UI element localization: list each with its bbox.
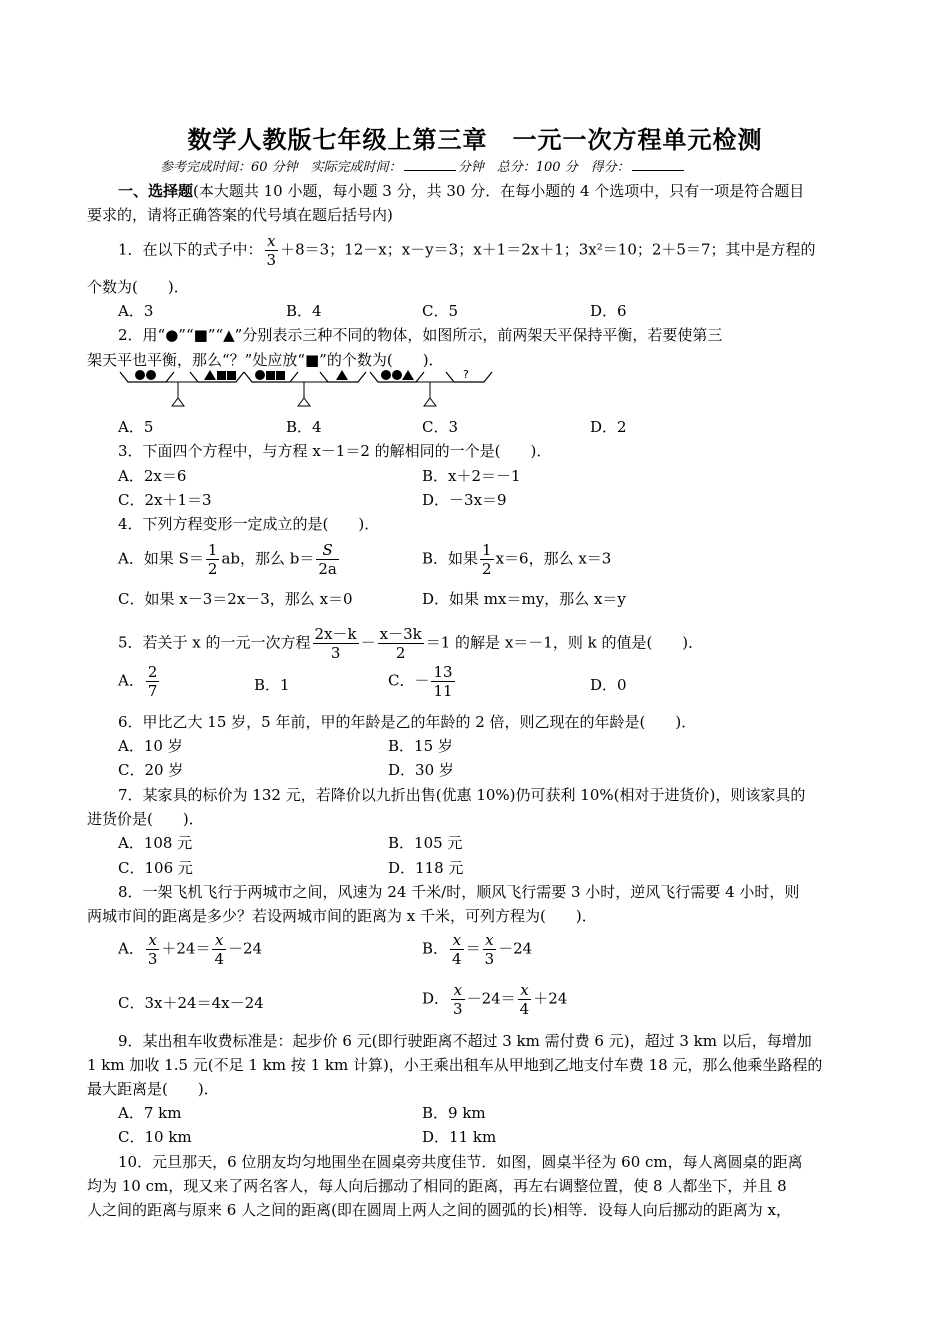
q5-a-den: 7 bbox=[147, 682, 158, 700]
q8-d-fraction-1 bbox=[451, 981, 465, 1018]
q9-option-b[interactable]: B．9 km bbox=[422, 1104, 486, 1122]
q8-option-b[interactable] bbox=[422, 931, 532, 968]
section1-text-a: (本大题共 10 小题，每小题 3 分，共 30 分．在每小题的 4 个选项中，只有一项是符合题目 bbox=[193, 182, 805, 200]
q4-b-fraction bbox=[480, 541, 494, 578]
square-icon bbox=[276, 371, 285, 380]
square-icon bbox=[266, 371, 275, 380]
q7-option-c[interactable]: C．106 元 bbox=[118, 859, 193, 877]
q9-option-d[interactable]: D．11 km bbox=[422, 1128, 497, 1146]
q5-option-d[interactable]: D．0 bbox=[590, 676, 627, 694]
q4-a-pre: A．如果 S＝ bbox=[118, 549, 204, 568]
q4-option-d[interactable]: D．如果 mx＝my，那么 x＝y bbox=[422, 590, 626, 608]
q3-option-c[interactable]: C．2x＋1＝3 bbox=[118, 491, 212, 509]
q5-a-label: A． bbox=[118, 671, 144, 690]
q1-frac-den: 3 bbox=[266, 251, 277, 269]
q5-fraction-1 bbox=[313, 625, 359, 662]
q8-d-f1-den: 3 bbox=[453, 1000, 463, 1018]
q8-a-post: －24 bbox=[228, 939, 263, 958]
square-icon bbox=[227, 371, 236, 380]
q5-f1-den: 3 bbox=[330, 644, 341, 662]
q8-d-f1-num: x bbox=[451, 981, 465, 1000]
q1-option-b[interactable]: B．4 bbox=[286, 302, 322, 320]
q2-option-d[interactable]: D．2 bbox=[590, 418, 627, 436]
q5-post: ＝1 的解是 x＝－1，则 k 的值是( )． bbox=[425, 633, 704, 652]
section1-instruction bbox=[118, 181, 804, 201]
q8-line2: 两城市间的距离是多少？若设两城市间的距离为 x 千米，可列方程为( )． bbox=[87, 907, 597, 925]
score-blank[interactable] bbox=[632, 158, 684, 171]
q5-a-fraction bbox=[146, 663, 160, 700]
q5-option-c[interactable] bbox=[388, 663, 457, 700]
q4-line1: 4．下列方程变形一定成立的是( )． bbox=[118, 515, 380, 533]
balance-scales-figure bbox=[118, 366, 498, 412]
fulcrum-icon bbox=[424, 398, 436, 406]
q5-c-label: C．－ bbox=[388, 671, 430, 690]
q6-option-c[interactable]: C．20 岁 bbox=[118, 761, 184, 779]
q8-d-f2-den: 4 bbox=[519, 1000, 530, 1018]
q9-option-c[interactable]: C．10 km bbox=[118, 1128, 192, 1146]
q2-option-c[interactable]: C．3 bbox=[422, 418, 459, 436]
q5-a-num: 2 bbox=[147, 663, 158, 681]
circle-icon bbox=[392, 370, 402, 380]
q1-line2: 个数为( )． bbox=[87, 278, 189, 296]
q9-line2: 1 km 加收 1.5 元(不足 1 km 按 1 km 计算)，小王乘出租车从甲地到乙地支付车费 18 元，那么他乘坐路程的 bbox=[87, 1056, 823, 1074]
q1-fraction bbox=[265, 232, 279, 269]
subtitle-part2: 分钟 总分：100 分 得分： bbox=[457, 160, 630, 175]
q8-d-post: ＋24 bbox=[533, 989, 568, 1008]
triangle-icon bbox=[336, 370, 348, 380]
q4-a-f1-den: 2 bbox=[207, 560, 218, 578]
q8-d-label: D． bbox=[422, 989, 450, 1008]
q4-b-post: x＝6，那么 x＝3 bbox=[495, 549, 612, 568]
q8-a-mid: ＋24＝ bbox=[161, 939, 211, 958]
circle-icon bbox=[381, 370, 391, 380]
q5-c-den: 11 bbox=[433, 682, 453, 700]
q8-d-f2-num: x bbox=[518, 981, 532, 1000]
section1-head: 一、选择题 bbox=[118, 182, 194, 200]
q5-c-fraction bbox=[431, 663, 454, 700]
q9-option-a[interactable]: A．7 km bbox=[118, 1104, 182, 1122]
q8-b-f2-den: 3 bbox=[484, 950, 495, 968]
q5-f1-num: 2x－k bbox=[314, 625, 357, 643]
q8-a-f2-den: 4 bbox=[214, 950, 225, 968]
triangle-icon bbox=[402, 370, 414, 380]
q10-line1: 10．元旦那天，6 位朋友均匀地围坐在圆桌旁共度佳节．如图，圆桌半径为 60 cm，每人离圆桌的距离 bbox=[118, 1153, 803, 1171]
q8-a-label: A． bbox=[118, 939, 144, 958]
q4-a-fraction-2 bbox=[316, 541, 339, 578]
q7-option-d[interactable]: D．118 元 bbox=[388, 859, 464, 877]
q8-option-c[interactable]: C．3x＋24＝4x－24 bbox=[118, 994, 264, 1012]
q8-b-post: －24 bbox=[498, 939, 533, 958]
subtitle bbox=[160, 156, 686, 175]
q1-lead: 1．在以下的式子中： bbox=[118, 240, 263, 259]
q6-option-b[interactable]: B．15 岁 bbox=[388, 737, 453, 755]
q2-line1: 2．用“●”“■”“▲”分别表示三种不同的物体，如图所示，前两架天平保持平衡，若要使第三 bbox=[118, 326, 723, 344]
q8-line1: 8．一架飞机飞行于两城市之间，风速为 24 千米/时，顺风飞行需要 3 小时，逆风飞行需要 4 小时，则 bbox=[118, 883, 800, 901]
q8-option-a[interactable] bbox=[118, 931, 262, 968]
q9-line3: 最大距离是( )． bbox=[87, 1080, 219, 1098]
fulcrum-icon bbox=[298, 398, 310, 406]
q8-a-fraction-1 bbox=[146, 931, 160, 968]
q8-b-mid: ＝ bbox=[465, 939, 481, 958]
q6-line1: 6．甲比乙大 15 岁，5 年前，甲的年龄是乙的年龄的 2 倍，则乙现在的年龄是( )． bbox=[118, 713, 697, 731]
circle-icon bbox=[135, 370, 145, 380]
q4-option-a[interactable] bbox=[118, 541, 341, 578]
q4-a-f2-num: S bbox=[316, 541, 339, 560]
q8-b-f1-num: x bbox=[450, 931, 464, 950]
q3-option-b[interactable]: B．x＋2＝－1 bbox=[422, 467, 521, 485]
question-mark: ? bbox=[463, 368, 469, 381]
q5-line1 bbox=[118, 625, 703, 662]
q8-b-f1-den: 4 bbox=[452, 950, 462, 968]
q8-b-label: B． bbox=[422, 939, 449, 958]
q4-option-b[interactable] bbox=[422, 541, 611, 578]
q8-option-d[interactable] bbox=[422, 981, 567, 1018]
q5-option-a[interactable] bbox=[118, 663, 161, 700]
circle-icon bbox=[146, 370, 156, 380]
q10-line3: 人之间的距离与原来 6 人之间的距离(即在圆周上两人之间的圆弧的长)相等．设每人向后挪动的距离为 x， bbox=[87, 1201, 792, 1219]
q7-option-a[interactable]: A．108 元 bbox=[118, 834, 193, 852]
q8-d-mid: －24＝ bbox=[466, 989, 516, 1008]
q4-b-pre: B．如果 bbox=[422, 549, 479, 568]
q5-option-b[interactable]: B．1 bbox=[254, 676, 290, 694]
q5-minus: － bbox=[360, 633, 376, 652]
q5-f2-den: 2 bbox=[395, 644, 406, 662]
q8-a-f1-num: x bbox=[146, 931, 160, 950]
q7-option-b[interactable]: B．105 元 bbox=[388, 834, 463, 852]
q9-line1: 9．某出租车收费标准是：起步价 6 元(即行驶距离不超过 3 km 需付费 6 元)，超过 3 km 以后，每增加 bbox=[118, 1032, 812, 1050]
q5-f2-num: x－3k bbox=[379, 625, 422, 643]
balance-scale-2 bbox=[244, 370, 366, 406]
fulcrum-icon bbox=[172, 398, 184, 406]
q10-line2: 均为 10 cm，现又来了两名客人，每人向后挪动了相同的距离，再左右调整位置，使 8 人都坐下，并且 8 bbox=[87, 1177, 787, 1195]
q1-rest: ＋8＝3；12－x；x－y＝3；x＋1＝2x＋1；3x²＝10；2＋5＝7；其中是方程的 bbox=[280, 240, 816, 259]
q4-a-mid: ab，那么 b＝ bbox=[221, 549, 315, 568]
square-icon bbox=[217, 371, 226, 380]
q3-option-a[interactable]: A．2x＝6 bbox=[118, 467, 187, 485]
actual-time-blank[interactable] bbox=[404, 158, 456, 171]
balance-scale-1 bbox=[120, 370, 244, 406]
q2-option-a[interactable]: A．5 bbox=[118, 418, 154, 436]
q2-line2: 架天平也平衡，那么“？”处应放“■”的个数为( )． bbox=[87, 351, 444, 369]
q7-line2: 进货价是( )． bbox=[87, 810, 204, 828]
q6-option-a[interactable]: A．10 岁 bbox=[118, 737, 183, 755]
q8-a-f1-den: 3 bbox=[147, 950, 158, 968]
q1-frac-num: x bbox=[265, 232, 279, 251]
q7-line1: 7．某家具的标价为 132 元，若降价以九折出售(优惠 10%)仍可获利 10%(相对于进货价)，则该家具的 bbox=[118, 786, 806, 804]
q5-fraction-2 bbox=[378, 625, 424, 662]
q1-option-d[interactable]: D．6 bbox=[590, 302, 627, 320]
section1-text-b: 要求的，请将正确答案的代号填在题后括号内) bbox=[87, 206, 393, 224]
q4-option-c[interactable]: C．如果 x－3＝2x－3，那么 x＝0 bbox=[118, 590, 353, 608]
q4-b-f-den: 2 bbox=[482, 560, 492, 578]
q6-option-d[interactable]: D．30 岁 bbox=[388, 761, 454, 779]
q8-d-fraction-2 bbox=[518, 981, 532, 1018]
q4-a-f2-den: 2a bbox=[318, 560, 337, 578]
q3-line1: 3．下面四个方程中，与方程 x－1＝2 的解相同的一个是( )． bbox=[118, 442, 552, 460]
q5-pre: 5．若关于 x 的一元一次方程 bbox=[118, 633, 311, 652]
q8-b-fraction-2 bbox=[483, 931, 497, 968]
q4-b-f-num: 1 bbox=[482, 541, 492, 559]
triangle-icon bbox=[204, 370, 216, 380]
balance-scale-3 bbox=[370, 368, 492, 406]
page-title: 数学人教版七年级上第三章 一元一次方程单元检测 bbox=[187, 126, 763, 154]
q1-line1 bbox=[118, 232, 816, 269]
q5-c-num: 13 bbox=[433, 663, 453, 681]
q8-b-fraction-1 bbox=[450, 931, 464, 968]
q8-a-fraction-2 bbox=[212, 931, 226, 968]
q1-option-a[interactable]: A．3 bbox=[118, 302, 154, 320]
q3-option-d[interactable]: D．－3x＝9 bbox=[422, 491, 507, 509]
q1-option-c[interactable]: C．5 bbox=[422, 302, 459, 320]
q8-b-f2-num: x bbox=[483, 931, 497, 950]
q4-a-fraction-1 bbox=[206, 541, 220, 578]
circle-icon bbox=[255, 370, 265, 380]
q8-a-f2-num: x bbox=[212, 931, 226, 950]
subtitle-part1: 参考完成时间：60 分钟 实际完成时间： bbox=[160, 160, 402, 175]
q2-option-b[interactable]: B．4 bbox=[286, 418, 322, 436]
q4-a-f1-num: 1 bbox=[207, 541, 218, 559]
